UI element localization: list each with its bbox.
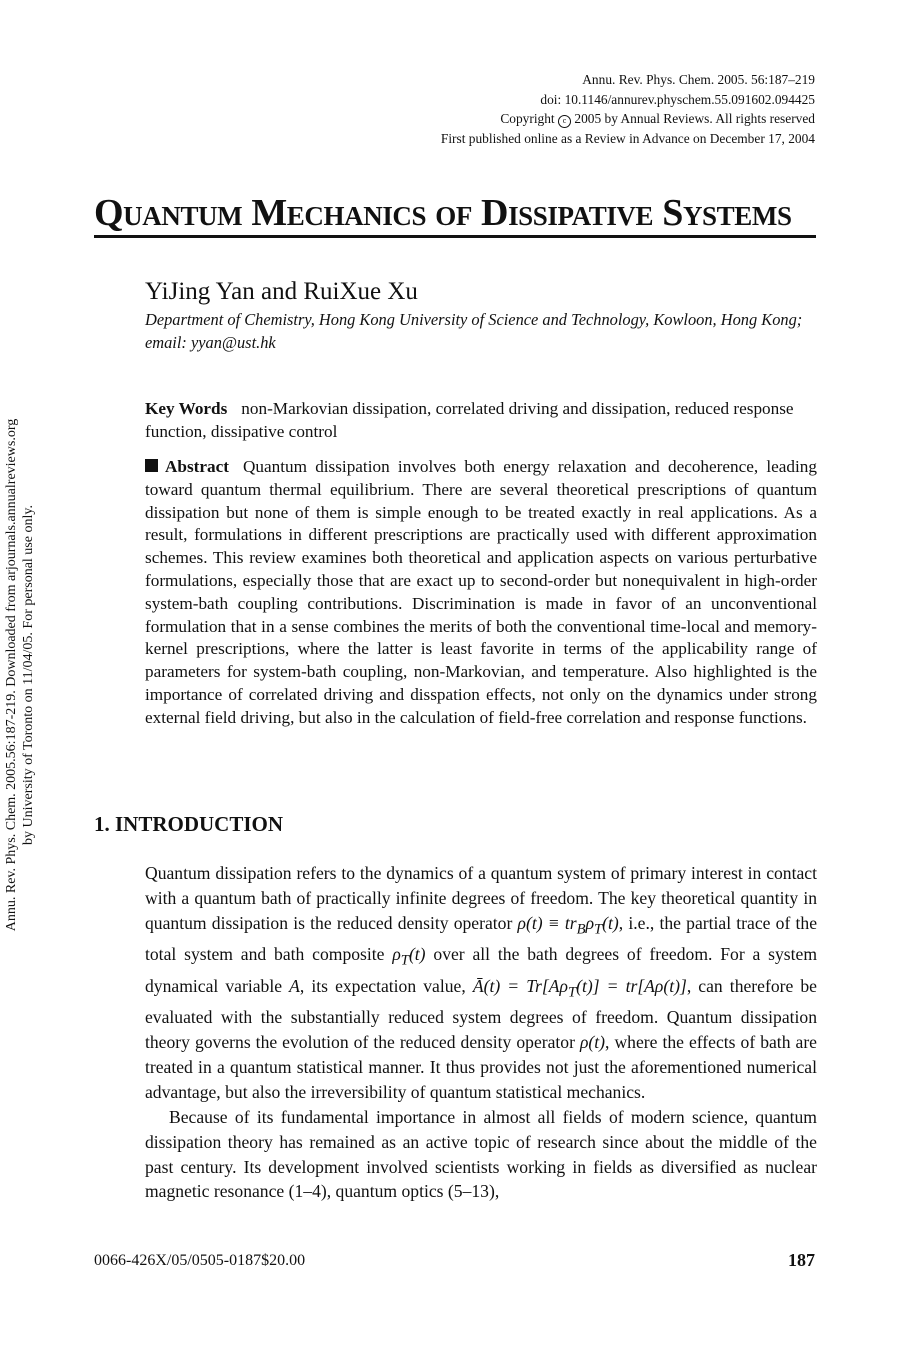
math-rho-definition: $\rho(t) \equiv tr_B\rho_T(t)$	[517, 912, 619, 938]
doi-line: doi: 10.1146/annurev.physchem.55.091602.094425	[540, 91, 815, 107]
paragraph: Because of its fundamental importance in almost all fields of modern science, quantum dissipation theory has remained as an active topic of research since about the middle of the past century. Its development involved scientists working in fields as diversified as nuclear magnetic resonance (1–4), quantum optics (5–13),	[145, 1106, 817, 1202]
footer-code: 0066-426X/05/0505-0187$20.00	[94, 1252, 306, 1269]
affiliation: Department of Chemistry, Hong Kong University of Science and Technology, Kowloon, Hong Kong; email: yyan@ust.hk	[145, 310, 803, 352]
keywords-text: non-Markovian dissipation, correlated driving and dissipation, reduced response function, dissipative control	[145, 399, 794, 441]
abstract	[145, 456, 817, 730]
sidebar-line: by University of Toronto on 11/04/05. For personal use only.	[21, 505, 36, 845]
title-divider	[94, 235, 816, 238]
header-meta	[441, 70, 815, 148]
article-title: Quantum Mechanics of Dissipative Systems	[94, 192, 792, 234]
section-heading: 1. INTRODUCTION	[94, 812, 284, 836]
published-line: First published online as a Review in Advance on December 17, 2004	[440, 130, 815, 146]
keywords	[145, 398, 817, 444]
text-run: , its expectation value,	[299, 975, 466, 996]
abstract-label: Abstract	[165, 457, 229, 476]
sidebar-line: Annu. Rev. Phys. Chem. 2005.56:187-219. Downloaded from arjournals.annualreviews.org	[4, 418, 19, 932]
paragraph	[145, 861, 817, 1105]
authors: YiJing Yan and RuiXue Xu	[145, 278, 418, 305]
copyright-prefix: Copyright	[500, 111, 555, 127]
text-run: , i.e., the partial trace of the total system and bath composite	[145, 912, 818, 965]
math-rho: ρ(t)	[579, 1031, 606, 1052]
copyright-line	[441, 109, 815, 129]
abstract-text: Quantum dissipation involves both energy relaxation and decoherence, leading toward quantum thermal equilibrium. There are several theoretical prescriptions of quantum dissipation but none of them is simple enough to be treated exactly in real applications. As a result, formulations in different prescriptions are practically used with different approximation schemes. This review examines both theoretical and application aspects on various perturbative formulations, especially those that are exact up to second-order but nonequivalent in high-order system-bath coupling contributions. Discrimination is made in favor of an unconventional formulation that in a sense combines the merits of both the conventional time-local and memory-kernel prescriptions, where the latter is least favorite in terms of the applicability range of parameters for system-bath coupling, non-Markovian, and temperature. Also highlighted is the importance of correlated driving and disspation effects, not only on the dynamics under strong external field driving, but also in the calculation of field-free correlation and response functions.	[145, 457, 817, 727]
copyright-icon: c	[558, 115, 571, 128]
keywords-label: Key Words	[145, 399, 228, 418]
journal-citation: Annu. Rev. Phys. Chem. 2005. 56:187–219	[582, 72, 815, 87]
math-variable-a: A	[289, 975, 300, 996]
abstract-square-icon	[145, 459, 158, 472]
text-run: over all the bath degrees of freedom. For a system dynamical variable	[145, 944, 818, 996]
math-rho-total: $\rho_T(t)$	[392, 944, 426, 969]
text-run: , can therefore be evaluated with the substantially reduced system degrees of freedom. Quantum dissipation theory governs the evolution of the reduced density operator	[145, 975, 817, 1052]
text-run: , where the effects of bath are treated in a quantum statistical manner. It thus provides not just the aforementioned numerical advantage, but also the irreversibility of quantum statistical mechanics.	[145, 1031, 817, 1102]
math-expectation: Ā(t) = $Tr[A\rho_T(t)] = tr[A\rho(t)]$	[472, 975, 687, 1001]
copyright-rest: 2005 by Annual Reviews. All rights reserved	[574, 111, 815, 127]
body-text	[145, 861, 817, 1204]
page-number: 187	[788, 1250, 815, 1270]
text-run: Quantum dissipation refers to the dynamics of a quantum system of primary interest in contact with a quantum bath of practically infinite degrees of freedom. The key theoretical quantity in quantum dissipation is the reduced density operator	[145, 863, 817, 933]
